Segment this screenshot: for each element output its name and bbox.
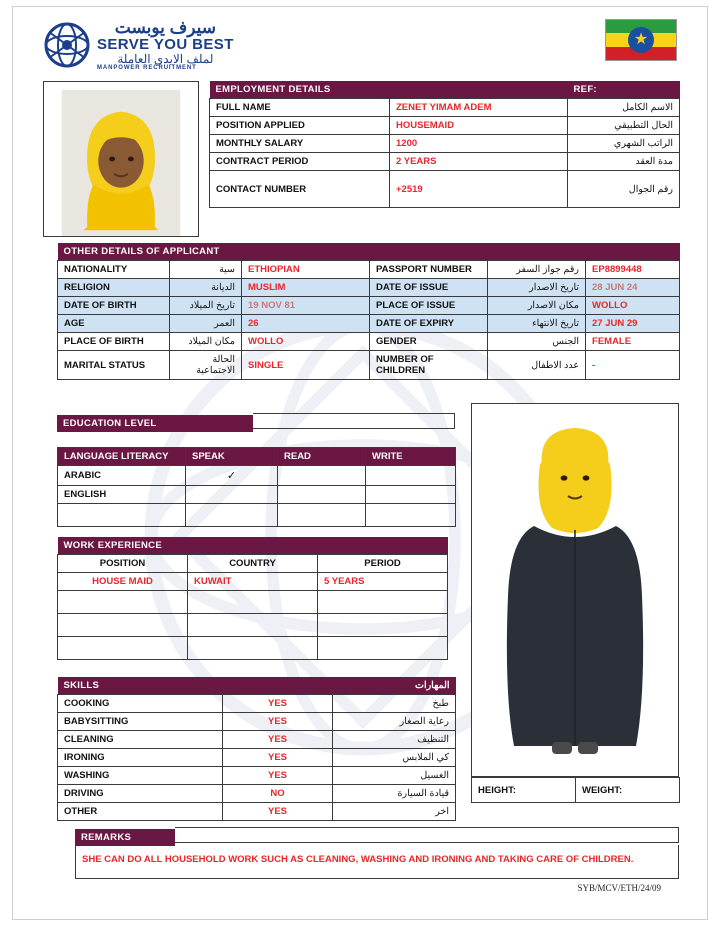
- contract-period-value: 2 YEARS: [390, 153, 568, 171]
- skills-header: SKILLS: [58, 677, 333, 695]
- date-of-issue-label: DATE OF ISSUE: [370, 279, 488, 297]
- work-row-0-period: 5 YEARS: [318, 573, 448, 591]
- contact-number-label: CONTACT NUMBER: [210, 171, 390, 208]
- age-label: AGE: [58, 315, 170, 333]
- work-row-2-period[interactable]: [318, 614, 448, 637]
- height-label: HEIGHT:: [472, 778, 576, 803]
- language-blank-speak[interactable]: [186, 504, 278, 527]
- table-row: [210, 99, 680, 117]
- number-of-children-label: NUMBER OF CHILDREN: [370, 351, 488, 380]
- table-row: [210, 117, 680, 135]
- language-english-read[interactable]: [278, 486, 366, 504]
- skill-washing-value: YES: [223, 767, 333, 785]
- table-row: [58, 333, 680, 351]
- contact-number-value: +2519: [390, 171, 568, 208]
- skill-driving-value: NO: [223, 785, 333, 803]
- table-row: [58, 466, 456, 486]
- measurements-section: [471, 777, 679, 803]
- table-row: [58, 731, 456, 749]
- religion-value: MUSLIM: [242, 279, 370, 297]
- date-of-issue-arabic: تاريخ الاصدار: [488, 279, 586, 297]
- table-row: [210, 153, 680, 171]
- language-literacy-header: LANGUAGE LITERACY: [58, 448, 186, 466]
- language-blank-read[interactable]: [278, 504, 366, 527]
- company-name: SERVE YOU BEST: [97, 35, 234, 53]
- table-row: [58, 261, 680, 279]
- language-arabic-label: ARABIC: [58, 466, 186, 486]
- work-row-0-country: KUWAIT: [188, 573, 318, 591]
- skill-cleaning-label: CLEANING: [58, 731, 223, 749]
- education-level-section: [57, 413, 455, 431]
- table-row: [58, 749, 456, 767]
- other-details-section: [57, 243, 679, 380]
- remarks-body: [75, 845, 679, 879]
- skill-babysitting-value: YES: [223, 713, 333, 731]
- religion-arabic: الديانة: [170, 279, 242, 297]
- number-of-children-arabic: عدد الاطفال: [488, 351, 586, 380]
- nationality-arabic: سية: [170, 261, 242, 279]
- table-row: [210, 171, 680, 208]
- place-of-birth-value: WOLLO: [242, 333, 370, 351]
- work-row-3-country[interactable]: [188, 637, 318, 660]
- work-row-3-period[interactable]: [318, 637, 448, 660]
- monthly-salary-arabic: الراتب الشهري: [568, 135, 680, 153]
- skills-section: [57, 677, 455, 821]
- work-row-2-country[interactable]: [188, 614, 318, 637]
- place-of-issue-label: PLACE OF ISSUE: [370, 297, 488, 315]
- language-arabic-write[interactable]: [366, 466, 456, 486]
- monthly-salary-label: MONTHLY SALARY: [210, 135, 390, 153]
- place-of-birth-label: PLACE OF BIRTH: [58, 333, 170, 351]
- table-row: [58, 486, 456, 504]
- position-applied-arabic: الحال التطبيقي: [568, 117, 680, 135]
- contract-period-label: CONTRACT PERIOD: [210, 153, 390, 171]
- table-row: [58, 351, 680, 380]
- position-applied-label: POSITION APPLIED: [210, 117, 390, 135]
- skill-babysitting-arabic: رعاية الصغار: [333, 713, 456, 731]
- place-of-issue-arabic: مكان الاصدار: [488, 297, 586, 315]
- work-row-2-position[interactable]: [58, 614, 188, 637]
- company-logo: [43, 19, 234, 71]
- cv-sheet: [12, 6, 708, 920]
- work-row-1-period[interactable]: [318, 591, 448, 614]
- remarks-header-line: [175, 827, 679, 843]
- language-col-speak: SPEAK: [186, 448, 278, 466]
- education-level-header: EDUCATION LEVEL: [57, 415, 253, 432]
- globe-icon: [43, 21, 91, 69]
- passport-number-label: PASSPORT NUMBER: [370, 261, 488, 279]
- language-english-speak[interactable]: [186, 486, 278, 504]
- company-arabic-sub: لملف الايدي العاملة: [117, 51, 214, 66]
- full-name-value: ZENET YIMAM ADEM: [390, 99, 568, 117]
- skill-ironing-arabic: كي الملابس: [333, 749, 456, 767]
- table-row: [58, 695, 456, 713]
- date-of-issue-value: 28 JUN 24: [586, 279, 680, 297]
- table-row: [58, 785, 456, 803]
- table-row: [210, 135, 680, 153]
- gender-value: FEMALE: [586, 333, 680, 351]
- marital-status-value: SINGLE: [242, 351, 370, 380]
- skill-babysitting-label: BABYSITTING: [58, 713, 223, 731]
- passport-number-value: EP8899448: [586, 261, 680, 279]
- contract-period-arabic: مدة العقد: [568, 153, 680, 171]
- date-of-expiry-arabic: تاريخ الانتهاء: [488, 315, 586, 333]
- work-row-1-position[interactable]: [58, 591, 188, 614]
- place-of-birth-arabic: مكان الميلاد: [170, 333, 242, 351]
- age-arabic: العمر: [170, 315, 242, 333]
- position-applied-value: HOUSEMAID: [390, 117, 568, 135]
- table-row: [58, 504, 456, 527]
- skill-cooking-label: COOKING: [58, 695, 223, 713]
- date-of-birth-value: 19 NOV 81: [242, 297, 370, 315]
- date-of-birth-arabic: تاريخ الميلاد: [170, 297, 242, 315]
- footer-ref-code: SYB/MCV/ETH/24/09: [577, 883, 661, 893]
- other-details-header-right: [370, 243, 680, 261]
- skill-driving-label: DRIVING: [58, 785, 223, 803]
- work-row-1-country[interactable]: [188, 591, 318, 614]
- applicant-full-photo: [471, 403, 679, 777]
- remarks-text: SHE CAN DO ALL HOUSEHOLD WORK SUCH AS CLEANING, WASHING AND IRONING AND TAKING CARE OF CHILDREN.: [82, 854, 634, 865]
- employment-details-section: [209, 81, 679, 208]
- work-experience-header-right: [318, 537, 448, 555]
- language-blank-label: [58, 504, 186, 527]
- ethiopia-flag-icon: ★: [605, 19, 677, 61]
- table-row: [58, 713, 456, 731]
- table-row: [58, 614, 448, 637]
- skill-cooking-arabic: طبخ: [333, 695, 456, 713]
- company-tagline: MANPOWER RECRUITMENT: [97, 65, 197, 72]
- date-of-expiry-label: DATE OF EXPIRY: [370, 315, 488, 333]
- contact-number-arabic: رقم الجوال: [568, 171, 680, 208]
- skills-header-arabic: المهارات: [333, 677, 456, 695]
- table-row: [58, 637, 448, 660]
- weight-label: WEIGHT:: [576, 778, 680, 803]
- table-row: [58, 297, 680, 315]
- work-experience-section: [57, 537, 447, 660]
- passport-number-arabic: رقم جواز السفر: [488, 261, 586, 279]
- language-col-write: WRITE: [366, 448, 456, 466]
- company-arabic-title: سيرف يوبست: [114, 18, 216, 37]
- language-col-read: READ: [278, 448, 366, 466]
- skill-ironing-label: IRONING: [58, 749, 223, 767]
- language-blank-write[interactable]: [366, 504, 456, 527]
- language-literacy-section: [57, 447, 455, 527]
- table-row: [58, 315, 680, 333]
- age-value: 26: [242, 315, 370, 333]
- other-details-header: OTHER DETAILS OF APPLICANT: [58, 243, 370, 261]
- skill-washing-arabic: الغسيل: [333, 767, 456, 785]
- language-english-label: ENGLISH: [58, 486, 186, 504]
- skill-other-label: OTHER: [58, 803, 223, 821]
- nationality-label: NATIONALITY: [58, 261, 170, 279]
- language-arabic-speak[interactable]: ✓: [186, 466, 278, 486]
- table-row: [58, 803, 456, 821]
- place-of-issue-value: WOLLO: [586, 297, 680, 315]
- work-col-position: POSITION: [58, 555, 188, 573]
- full-name-label: FULL NAME: [210, 99, 390, 117]
- education-level-value[interactable]: [253, 413, 455, 429]
- work-row-0-position: HOUSE MAID: [58, 573, 188, 591]
- skill-cleaning-value: YES: [223, 731, 333, 749]
- work-experience-header: WORK EXPERIENCE: [58, 537, 318, 555]
- date-of-expiry-value: 27 JUN 29: [586, 315, 680, 333]
- skill-ironing-value: YES: [223, 749, 333, 767]
- full-name-arabic: الاسم الكامل: [568, 99, 680, 117]
- skill-washing-label: WASHING: [58, 767, 223, 785]
- employment-header: EMPLOYMENT DETAILS: [210, 81, 568, 99]
- religion-label: RELIGION: [58, 279, 170, 297]
- number-of-children-value: -: [586, 351, 680, 380]
- marital-status-arabic: الحالة الاجتماعية: [170, 351, 242, 380]
- nationality-value: ETHIOPIAN: [242, 261, 370, 279]
- language-english-write[interactable]: [366, 486, 456, 504]
- table-row: [58, 573, 448, 591]
- table-row: [472, 778, 680, 803]
- skill-cooking-value: YES: [223, 695, 333, 713]
- remarks-header: REMARKS: [75, 829, 175, 846]
- table-row: [58, 279, 680, 297]
- skill-driving-arabic: قيادة السيارة: [333, 785, 456, 803]
- work-col-country: COUNTRY: [188, 555, 318, 573]
- gender-arabic: الجنس: [488, 333, 586, 351]
- monthly-salary-value: 1200: [390, 135, 568, 153]
- skill-other-arabic: اخر: [333, 803, 456, 821]
- date-of-birth-label: DATE OF BIRTH: [58, 297, 170, 315]
- table-row: [58, 767, 456, 785]
- marital-status-label: MARITAL STATUS: [58, 351, 170, 380]
- table-row: [58, 591, 448, 614]
- language-arabic-read[interactable]: [278, 466, 366, 486]
- applicant-headshot: [43, 81, 199, 237]
- work-row-3-position[interactable]: [58, 637, 188, 660]
- skill-cleaning-arabic: التنظيف: [333, 731, 456, 749]
- employment-ref-label: REF:: [568, 81, 680, 99]
- skill-other-value: YES: [223, 803, 333, 821]
- remarks-section: [75, 827, 679, 879]
- work-col-period: PERIOD: [318, 555, 448, 573]
- gender-label: GENDER: [370, 333, 488, 351]
